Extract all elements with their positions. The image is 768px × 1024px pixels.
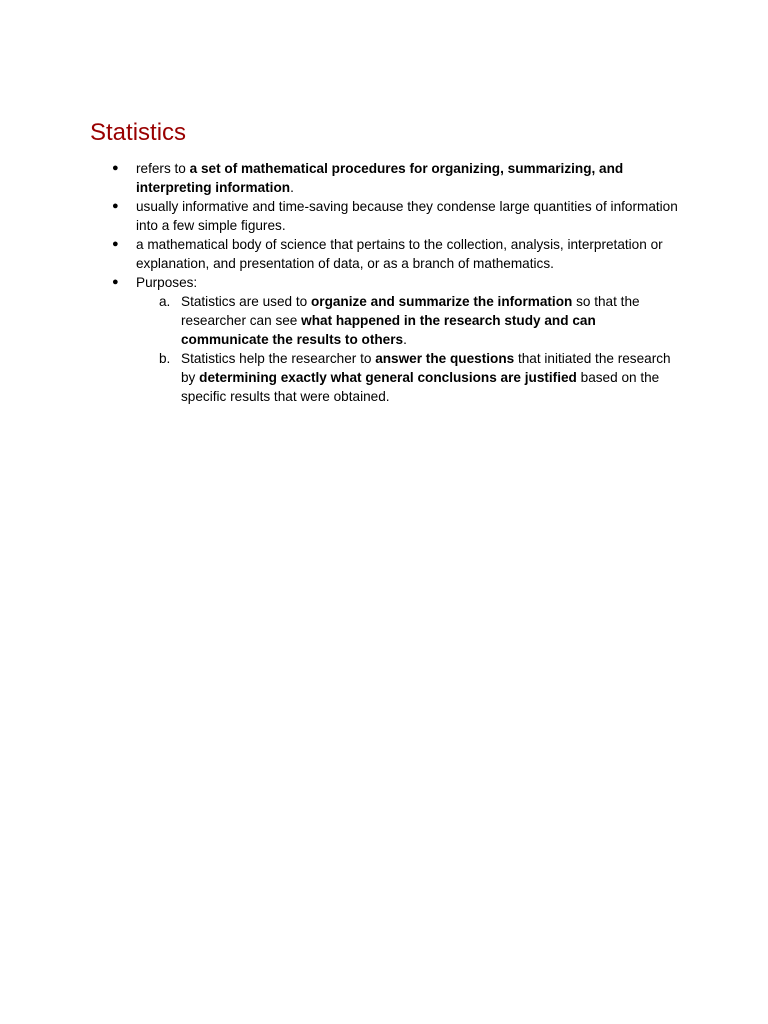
- item-bold-text: what happened in the research study and can communicate the results to others: [181, 313, 596, 347]
- item-bold-text: organize and summarize the information: [310, 294, 573, 309]
- purposes-list: [136, 292, 692, 406]
- purpose-item-b: [136, 349, 677, 406]
- item-text: that initiated the research by: [181, 351, 671, 385]
- item-bold-text: answer the questions: [375, 351, 515, 366]
- list-item: [112, 159, 692, 197]
- bullet-icon: ●: [112, 276, 119, 288]
- item-text: refers to: [136, 161, 190, 176]
- list-item: [112, 235, 692, 273]
- item-text: .: [290, 180, 294, 195]
- item-text: Statistics are used to: [181, 294, 311, 309]
- bullet-list: [112, 159, 692, 406]
- purpose-item-a: [136, 292, 677, 349]
- item-text: based on the specific results that were obtained.: [181, 370, 660, 404]
- bullet-icon: ●: [112, 162, 119, 174]
- bullet-icon: ●: [112, 200, 119, 212]
- list-label: a.: [159, 294, 171, 309]
- item-text: a mathematical body of science that pertains to the collection, analysis, interpretation or explanation, and presentation of data, or as a branch of mathematics.: [136, 237, 663, 271]
- list-item: [112, 197, 692, 235]
- item-text: usually informative and time-saving because they condense large quantities of information into a few simple figures.: [136, 199, 678, 233]
- item-text: so that the researcher can see: [181, 294, 640, 328]
- item-text: .: [403, 332, 407, 347]
- item-bold-text: a set of mathematical procedures for organizing, summarizing, and interpreting information: [136, 161, 624, 195]
- list-label: b.: [159, 351, 171, 366]
- page-title: Statistics: [90, 119, 187, 146]
- item-bold-text: determining exactly what general conclusions are justified: [199, 370, 577, 385]
- bullet-icon: ●: [112, 238, 119, 250]
- item-text: Purposes:: [136, 275, 198, 290]
- item-text: Statistics help the researcher to: [181, 351, 376, 366]
- list-item: [112, 273, 692, 406]
